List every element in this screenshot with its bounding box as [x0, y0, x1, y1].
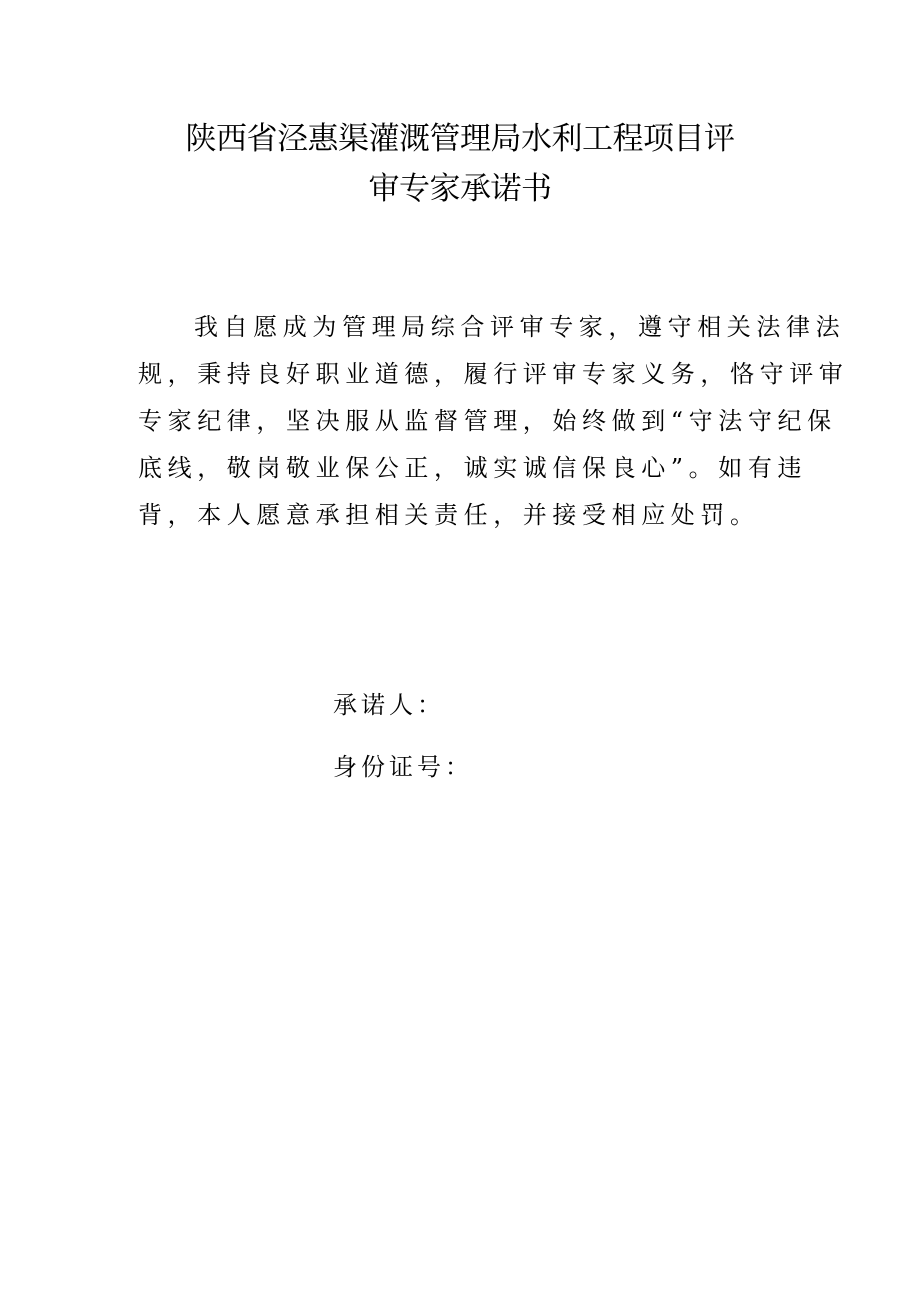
paragraph-line: 背，本人愿意承担相关责任，并接受相应处罚。	[138, 501, 760, 529]
pledge-paragraph	[138, 304, 849, 539]
title-line-2: 审专家承诺书	[368, 171, 552, 207]
id-number-label: 身份证号：	[333, 753, 473, 781]
paragraph-line: 专家纪律，坚决服从监督管理，始终做到“守法守纪保	[138, 407, 837, 435]
title-line-1: 陕西省泾惠渠灌溉管理局水利工程项目评	[185, 121, 735, 157]
document-title	[0, 114, 920, 214]
paragraph-line: 我自愿成为管理局综合评审专家，遵守相关法律法	[194, 313, 846, 341]
signer-label: 承诺人：	[333, 691, 445, 719]
paragraph-line: 底线，敬岗敬业保公正，诚实诚信保良心”。如有违	[138, 454, 808, 482]
paragraph-line: 规，秉持良好职业道德，履行评审专家义务，恪守评审	[138, 360, 849, 388]
